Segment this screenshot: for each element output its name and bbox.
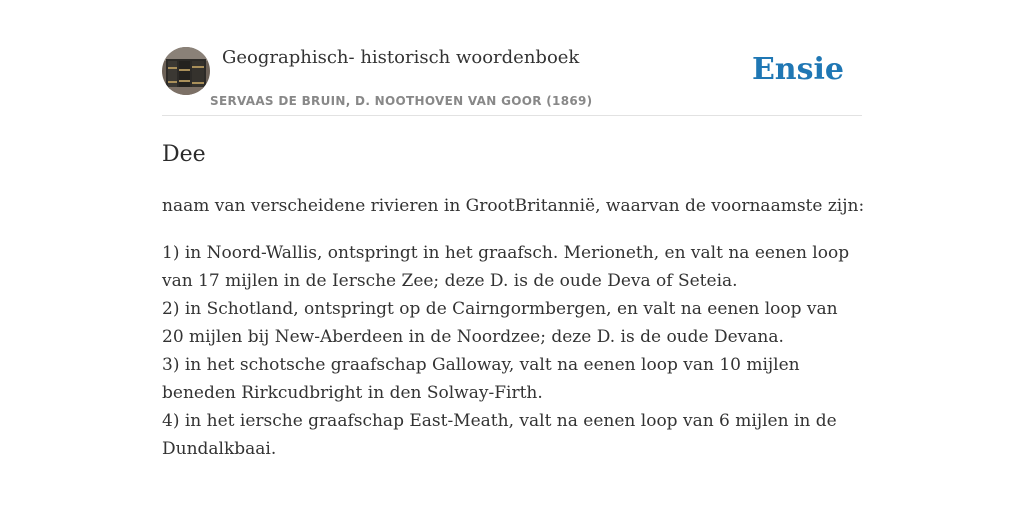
ensie-logo[interactable]: Ensie <box>751 52 844 87</box>
entry-item-3: 3) in het schotsche graafschap Galloway, valt na eenen loop van 10 mijlen beneden Rirkcudbright in den Solway-Firth. <box>162 355 800 403</box>
book-spines-icon <box>162 47 210 95</box>
entry-intro: naam van verscheidene rivieren in GrootBritannië, waarvan de voornaamste zijn: <box>162 196 865 216</box>
book-title[interactable]: Geographisch- historisch woordenboek <box>222 47 580 68</box>
book-cover-avatar[interactable] <box>162 47 210 95</box>
entry-item-2: 2) in Schotland, ontspringt op de Cairngormbergen, en valt na eenen loop van 20 mijlen bij New-Aberdeen in de Noordzee; deze D. is de oude Devana. <box>162 299 838 347</box>
book-author: SERVAAS DE BRUIN, D. NOOTHOVEN VAN GOOR (1869) <box>210 94 593 108</box>
entry-item-1: 1) in Noord-Wallis, ontspringt in het graafsch. Merioneth, en valt na eenen loop van 17 mijlen in de Iersche Zee; deze D. is de oude Deva of Seteia. <box>162 243 850 291</box>
entry-title: Dee <box>162 142 206 167</box>
book-header <box>162 46 862 116</box>
entry-body <box>162 192 865 463</box>
entry-item-4: 4) in het iersche graafschap East-Meath, valt na eenen loop van 6 mijlen in de Dundalkbaai. <box>162 411 837 459</box>
